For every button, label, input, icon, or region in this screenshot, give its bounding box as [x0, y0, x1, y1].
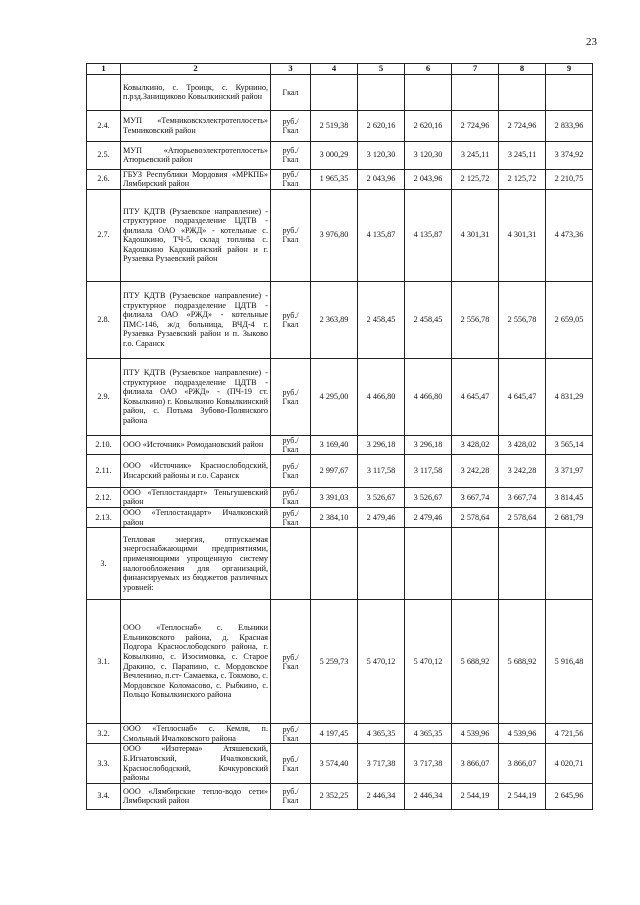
table-row: [87, 528, 593, 600]
organization-name-cell: ПТУ КДТВ (Рузаевское направление) - структурное подразделение ЦДТВ - филиала ОАО «РЖД» - котельные ПМС-146, ж/д больница, ВЧД-4 г. Рузаевка Рузаевский район и п. Зыково г.о. Саранск: [121, 281, 271, 358]
unit-cell: руб./ Гкал: [271, 169, 311, 189]
row-number-cell: 2.4.: [87, 110, 121, 141]
row-number-cell: 3.4.: [87, 783, 121, 809]
organization-name-cell: ООО «Изотерма» Атяшевский, Б.Игнатовский, Ичалковский, Краснослободский, Кочкуровский районы: [121, 744, 271, 783]
tariff-value-cell: 3 526,67: [358, 487, 405, 507]
unit-cell: руб./ Гкал: [271, 189, 311, 281]
tariff-value-cell: 3 242,28: [499, 454, 546, 487]
organization-name-cell: ООО «Теплоснаб» с. Ельники Ельниковского района, д. Красная Подгора Краснослободского района, г. Ковылкино, с. Изосимовка, с. Старое Дракино, с. Парапино, с. Мордовское Вечленино, п.ст- Самаевка, с. Токмово, с. Мордовское Коломасово, с. Рыбкино, с. Польцо Ковылкинского района: [121, 600, 271, 724]
unit-cell: руб./ Гкал: [271, 435, 311, 454]
header-cell: 2: [121, 64, 271, 75]
header-cell: 1: [87, 64, 121, 75]
tariff-value-cell: 2 479,46: [358, 507, 405, 527]
tariff-value-cell: 2 458,45: [358, 281, 405, 358]
tariff-value-cell: [311, 74, 358, 110]
tariff-value-cell: 2 125,72: [452, 169, 499, 189]
tariff-value-cell: 4 831,29: [546, 358, 593, 435]
unit-cell: руб./ Гкал: [271, 783, 311, 809]
tariff-value-cell: 2 681,79: [546, 507, 593, 527]
table-row: [87, 507, 593, 527]
tariff-table-body: [87, 64, 593, 810]
tariff-value-cell: 3 169,40: [311, 435, 358, 454]
row-number-cell: 2.6.: [87, 169, 121, 189]
organization-name-cell: ООО «Теплостандарт» Ичалковский район: [121, 507, 271, 527]
unit-cell: руб./ Гкал: [271, 141, 311, 169]
unit-cell: руб./ Гкал: [271, 507, 311, 527]
tariff-value-cell: 4 721,56: [546, 724, 593, 744]
tariff-value-cell: 3 574,40: [311, 744, 358, 783]
tariff-value-cell: 3 565,14: [546, 435, 593, 454]
tariff-value-cell: 2 479,46: [405, 507, 452, 527]
tariff-value-cell: 3 371,97: [546, 454, 593, 487]
tariff-value-cell: [546, 74, 593, 110]
row-number-cell: 2.5.: [87, 141, 121, 169]
tariff-value-cell: 3 374,92: [546, 141, 593, 169]
tariff-value-cell: 2 556,78: [452, 281, 499, 358]
tariff-value-cell: 3 296,18: [405, 435, 452, 454]
tariff-value-cell: 2 833,96: [546, 110, 593, 141]
tariff-value-cell: 2 352,25: [311, 783, 358, 809]
table-row: [87, 435, 593, 454]
tariff-value-cell: 3 667,74: [452, 487, 499, 507]
tariff-value-cell: 2 578,64: [499, 507, 546, 527]
unit-cell: руб./ Гкал: [271, 454, 311, 487]
tariff-value-cell: 4 365,35: [358, 724, 405, 744]
row-number-cell: 2.12.: [87, 487, 121, 507]
tariff-value-cell: 2 210,75: [546, 169, 593, 189]
tariff-value-cell: 4 539,96: [452, 724, 499, 744]
tariff-value-cell: 2 724,96: [499, 110, 546, 141]
tariff-value-cell: 3 242,28: [452, 454, 499, 487]
tariff-value-cell: 4 539,96: [499, 724, 546, 744]
page-number: 23: [586, 36, 597, 48]
tariff-value-cell: 3 667,74: [499, 487, 546, 507]
table-header-row: [87, 64, 593, 75]
organization-name-cell: ООО «Теплоснаб» с. Кемля, п. Смольный Ичалковского района: [121, 724, 271, 744]
unit-cell: руб./ Гкал: [271, 600, 311, 724]
tariff-value-cell: 3 391,03: [311, 487, 358, 507]
tariff-value-cell: 3 245,11: [499, 141, 546, 169]
tariff-value-cell: 2 458,45: [405, 281, 452, 358]
tariff-value-cell: 3 428,02: [499, 435, 546, 454]
unit-cell: Гкал: [271, 74, 311, 110]
tariff-value-cell: 2 544,19: [499, 783, 546, 809]
unit-cell: руб./ Гкал: [271, 358, 311, 435]
table-row: [87, 141, 593, 169]
tariff-value-cell: [452, 528, 499, 600]
tariff-value-cell: 5 916,48: [546, 600, 593, 724]
tariff-value-cell: 3 117,58: [358, 454, 405, 487]
organization-name-cell: ГБУЗ Республики Мордовия «МРКПБ» Лямбирский район: [121, 169, 271, 189]
tariff-value-cell: 2 384,10: [311, 507, 358, 527]
organization-name-cell: Ковылкино, с. Троицк, с. Курнино, п.рзд.Занищиково Ковылкинский район: [121, 74, 271, 110]
tariff-value-cell: 2 724,96: [452, 110, 499, 141]
tariff-value-cell: 3 717,38: [405, 744, 452, 783]
tariff-value-cell: 2 556,78: [499, 281, 546, 358]
header-cell: 5: [358, 64, 405, 75]
tariff-value-cell: 2 659,05: [546, 281, 593, 358]
tariff-value-cell: [405, 74, 452, 110]
unit-cell: руб./ Гкал: [271, 487, 311, 507]
tariff-value-cell: 5 688,92: [452, 600, 499, 724]
tariff-value-cell: 2 578,64: [452, 507, 499, 527]
tariff-value-cell: 2 997,67: [311, 454, 358, 487]
tariff-value-cell: [499, 74, 546, 110]
unit-cell: руб./ Гкал: [271, 281, 311, 358]
unit-cell: руб./ Гкал: [271, 110, 311, 141]
table-row: [87, 189, 593, 281]
tariff-value-cell: 4 295,00: [311, 358, 358, 435]
table-row: [87, 110, 593, 141]
row-number-cell: 2.7.: [87, 189, 121, 281]
tariff-value-cell: 3 717,38: [358, 744, 405, 783]
tariff-value-cell: 4 466,80: [405, 358, 452, 435]
table-row: [87, 744, 593, 783]
tariff-value-cell: 4 197,45: [311, 724, 358, 744]
tariff-value-cell: 4 301,31: [499, 189, 546, 281]
tariff-value-cell: 3 866,07: [499, 744, 546, 783]
tariff-value-cell: [499, 528, 546, 600]
tariff-value-cell: 4 645,47: [452, 358, 499, 435]
tariff-value-cell: 2 519,38: [311, 110, 358, 141]
organization-name-cell: ООО «Источник» Ромодановский район: [121, 435, 271, 454]
tariff-value-cell: 4 473,36: [546, 189, 593, 281]
organization-name-cell: ООО «Лямбирские тепло-водо сети» Лямбирский район: [121, 783, 271, 809]
tariff-value-cell: 2 446,34: [405, 783, 452, 809]
organization-name-cell: МУП «Темниковскэлектротеплосеть» Темниковский район: [121, 110, 271, 141]
row-number-cell: 3.3.: [87, 744, 121, 783]
tariff-value-cell: 3 428,02: [452, 435, 499, 454]
tariff-value-cell: 2 645,96: [546, 783, 593, 809]
unit-cell: [271, 528, 311, 600]
tariff-value-cell: 3 000,29: [311, 141, 358, 169]
table-row: [87, 487, 593, 507]
row-number-cell: 2.11.: [87, 454, 121, 487]
tariff-value-cell: 2 544,19: [452, 783, 499, 809]
tariff-value-cell: 2 125,72: [499, 169, 546, 189]
organization-name-cell: МУП «Атюрьевоэлектротеплосеть» Атюрьевский район: [121, 141, 271, 169]
unit-cell: руб./ Гкал: [271, 744, 311, 783]
tariff-value-cell: 3 120,30: [405, 141, 452, 169]
tariff-value-cell: 2 620,16: [358, 110, 405, 141]
tariff-value-cell: 3 117,58: [405, 454, 452, 487]
tariff-value-cell: 5 470,12: [358, 600, 405, 724]
row-number-cell: 2.10.: [87, 435, 121, 454]
tariff-value-cell: 2 043,96: [405, 169, 452, 189]
tariff-value-cell: 3 814,45: [546, 487, 593, 507]
tariff-value-cell: 1 965,35: [311, 169, 358, 189]
organization-name-cell: ПТУ КДТВ (Рузаевское направление) - структурное подразделение ЦДТВ - филиала ОАО «РЖД» - (ПЧ-19 ст. Ковылкино) г. Ковылкино Ковылкинский район, с. Потьма Зубово-Полянского района: [121, 358, 271, 435]
tariff-value-cell: 5 259,73: [311, 600, 358, 724]
tariff-value-cell: 3 296,18: [358, 435, 405, 454]
tariff-value-cell: [452, 74, 499, 110]
tariff-value-cell: [358, 74, 405, 110]
tariff-table: [86, 63, 593, 810]
organization-name-cell: ООО «Источник» Краснослободский, Инсарский районы и г.о. Саранск: [121, 454, 271, 487]
table-row: [87, 454, 593, 487]
unit-cell: руб./ Гкал: [271, 724, 311, 744]
header-cell: 8: [499, 64, 546, 75]
tariff-value-cell: 4 365,35: [405, 724, 452, 744]
tariff-value-cell: 5 470,12: [405, 600, 452, 724]
row-number-cell: 3.: [87, 528, 121, 600]
tariff-value-cell: 2 043,96: [358, 169, 405, 189]
header-cell: 9: [546, 64, 593, 75]
tariff-value-cell: 4 135,87: [358, 189, 405, 281]
table-row: [87, 169, 593, 189]
table-row: [87, 74, 593, 110]
table-row: [87, 783, 593, 809]
tariff-value-cell: [546, 528, 593, 600]
row-number-cell: [87, 74, 121, 110]
header-cell: 7: [452, 64, 499, 75]
tariff-value-cell: [405, 528, 452, 600]
header-cell: 6: [405, 64, 452, 75]
tariff-value-cell: 2 363,89: [311, 281, 358, 358]
tariff-value-cell: 2 620,16: [405, 110, 452, 141]
tariff-value-cell: 3 976,80: [311, 189, 358, 281]
table-row: [87, 600, 593, 724]
row-number-cell: 2.8.: [87, 281, 121, 358]
organization-name-cell: Тепловая энергия, отпускаемая энергоснабжающими предприятиями, применяющими упрощенную систему налогообложения для организаций, финансируемых из бюджетов различных уровней:: [121, 528, 271, 600]
table-row: [87, 358, 593, 435]
header-cell: 4: [311, 64, 358, 75]
tariff-value-cell: 4 135,87: [405, 189, 452, 281]
tariff-value-cell: 3 120,30: [358, 141, 405, 169]
tariff-value-cell: 4 020,71: [546, 744, 593, 783]
tariff-value-cell: 4 645,47: [499, 358, 546, 435]
organization-name-cell: ПТУ КДТВ (Рузаевское направление) - структурное подразделение ЦДТВ - филиала ОАО «РЖД» - котельные с. Кадошкино, ТЧ-5, склад топлива с. Кадошкино Кадошкинский район и г. Рузаевка Рузаевский район: [121, 189, 271, 281]
row-number-cell: 3.2.: [87, 724, 121, 744]
table-row: [87, 281, 593, 358]
organization-name-cell: ООО «Теплостандарт» Теньгушевский район: [121, 487, 271, 507]
tariff-value-cell: 3 866,07: [452, 744, 499, 783]
header-cell: 3: [271, 64, 311, 75]
tariff-value-cell: 3 526,67: [405, 487, 452, 507]
tariff-value-cell: 4 466,80: [358, 358, 405, 435]
row-number-cell: 2.9.: [87, 358, 121, 435]
row-number-cell: 2.13.: [87, 507, 121, 527]
table-row: [87, 724, 593, 744]
tariff-value-cell: 3 245,11: [452, 141, 499, 169]
row-number-cell: 3.1.: [87, 600, 121, 724]
tariff-value-cell: [358, 528, 405, 600]
tariff-value-cell: 5 688,92: [499, 600, 546, 724]
tariff-value-cell: 2 446,34: [358, 783, 405, 809]
tariff-value-cell: [311, 528, 358, 600]
tariff-value-cell: 4 301,31: [452, 189, 499, 281]
